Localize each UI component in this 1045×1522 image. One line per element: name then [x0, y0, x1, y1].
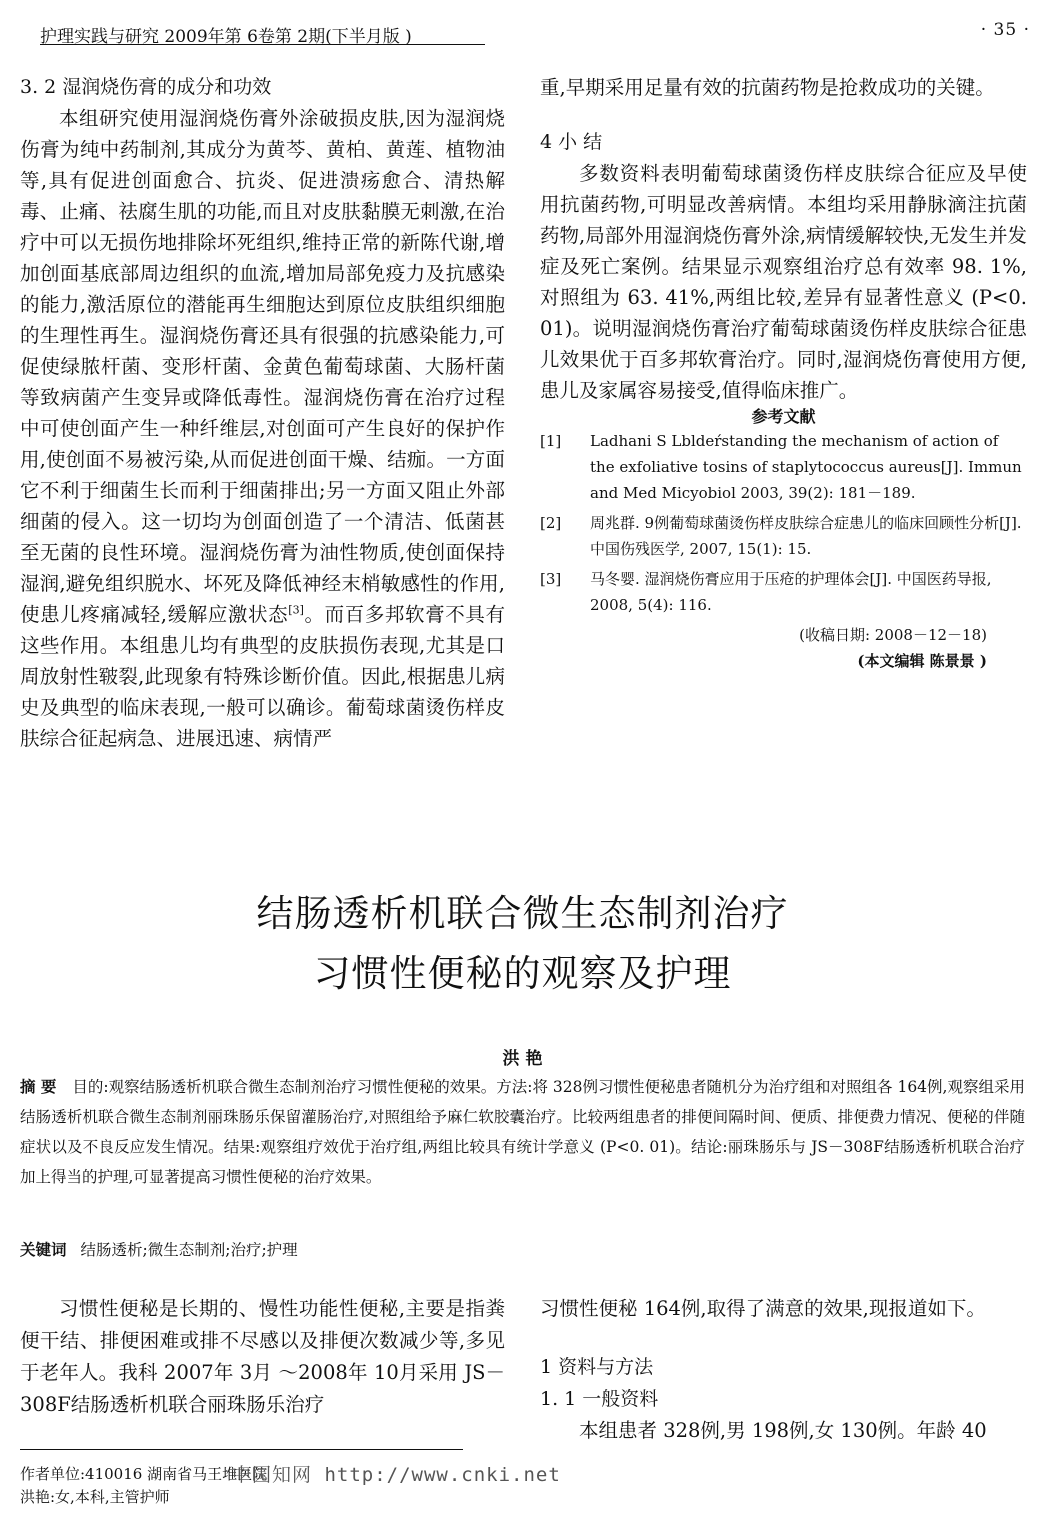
received-date: (收稿日期: 2008－12－18): [799, 626, 987, 644]
methods-paragraph: 本组患者 328例,男 198例,女 130例。年龄 40: [579, 1419, 987, 1442]
body-paragraph: [20, 103, 505, 754]
watermark: 中国知网 http://www.cnki.net: [232, 1464, 561, 1486]
top-right-column: [540, 72, 1027, 674]
keywords-label: 关键词: [20, 1240, 67, 1259]
author-name: 洪 艳: [502, 1049, 543, 1069]
continued-text: 习惯性便秘 164例,取得了满意的效果,现报道如下。: [540, 1297, 986, 1320]
top-left-column: [20, 72, 505, 754]
reference-number: [3]: [540, 570, 562, 588]
continued-text: 重,早期采用足量有效的抗菌药物是抢救成功的关键。: [540, 76, 995, 99]
summary-paragraph: 多数资料表明葡萄球菌烫伤样皮肤综合征应及早使用抗菌药物,可明显改善病情。本组均采用静脉滴注抗菌药物,局部外用湿润烧伤膏外涂,病情缓解较快,无发生并发症及死亡案例。结果显示观察组治疗总有效率 98. 1%,对照组为 63. 41%,两组比较,差异有显著性意义 (P<0. 01)。说明湿润烧伤膏治疗葡萄球菌烫伤样皮肤综合征患儿效果优于百多邦软膏治疗。同时,湿润烧伤膏使用方便,患儿及家属容易接受,值得临床推广。: [540, 162, 1027, 402]
running-header: [20, 22, 1030, 48]
bottom-left-column: [20, 1293, 505, 1421]
section-heading-3-2: 3. 2 湿润烧伤膏的成分和功效: [20, 76, 272, 98]
footnote-author-info: 洪艳:女,本科,主管护师: [20, 1488, 170, 1506]
abstract: [20, 1072, 1025, 1192]
section-heading-1-1: 1. 1 一般资料: [540, 1388, 659, 1410]
reference-text: 马冬婴. 湿润烧伤膏应用于压疮的护理体会[J]. 中国医药导报, 2008, 5(4): 116.: [590, 570, 992, 614]
references-title: 参考文献: [751, 407, 816, 426]
paragraph-text-tail: 。而百多邦软膏不具有这些作用。本组患儿均有典型的皮肤损伤表现,尤其是口周放射性皲裂,此现象有特殊诊断价值。因此,根据患儿病史及典型的临床表现,一般可以确诊。葡萄球菌烫伤样皮肤综合征起病急、进展迅速、病情严: [20, 603, 505, 750]
citation: [3]: [288, 603, 304, 617]
page-number: · 35 ·: [980, 20, 1030, 40]
reference-item: [540, 510, 1027, 562]
reference-item: [540, 566, 1027, 618]
paragraph-text: 本组研究使用湿润烧伤膏外涂破损皮肤,因为湿润烧伤膏为纯中药制剂,其成分为黄芩、黄柏、黄莲、植物油等,具有促进创面愈合、抗炎、促进溃疡愈合、清热解毒、止痛、祛腐生肌的功能,而且对皮肤黏膜无刺激,在治疗中可以无损伤地排除坏死组织,维持正常的新陈代谢,增加创面基底部周边组织的血流,增加局部免疫力及抗感染的能力,激活原位的潜能再生细胞达到原位皮肤组织细胞的生理性再生。湿润烧伤膏还具有很强的抗感染能力,可促使绿脓杆菌、变形杆菌、金黄色葡萄球菌、大肠杆菌等致病菌产生变异或降低毒性。湿润烧伤膏在治疗过程中可使创面产生一种纤维层,对创面可产生良好的保护作用,使创面不易被污染,从而促进创面干燥、结痂。一方面它不利于细菌生长而利于细菌排出;另一方面又阻止外部细菌的侵入。这一切均为创面创造了一个清洁、低菌甚至无菌的良性环境。湿润烧伤膏为油性物质,使创面保持湿润,避免组织脱水、坏死及降低神经末梢敏感性的作用,使患儿疼痛减轻,缓解应激状态: [20, 107, 505, 626]
bottom-right-column: [540, 1293, 1027, 1447]
reference-text: Ladhani S Lbldeŕstanding the mechanism of action of the exfoliative tosins of staplytococcus aureus[J]. Immun and Med Micyobiol 2003, 39(2): 181－189.: [590, 432, 1022, 502]
keywords: [20, 1238, 1025, 1262]
editor-line: (本文编辑 陈景景 ): [857, 652, 987, 670]
reference-item: [540, 428, 1027, 506]
reference-number: [2]: [540, 514, 562, 532]
reference-number: [1]: [540, 432, 562, 450]
abstract-text: 目的:观察结肠透析机联合微生态制剂治疗习惯性便秘的效果。方法:将 328例习惯性便秘患者随机分为治疗组和对照组各 164例,观察组采用结肠透析机联合微生态制剂丽珠肠乐保留灌肠治疗,对照组给予麻仁软胶囊治疗。比较两组患者的排便间隔时间、便质、排便费力情况、便秘的伴随症状以及不良反应发生情况。结果:观察组疗效优于治疗组,两组比较具有统计学意义 (P<0. 01)。结论:丽珠肠乐与 JS－308F结肠透析机联合治疗加上得当的护理,可显著提高习惯性便秘的治疗效果。: [20, 1078, 1025, 1186]
footnote-affiliation: 作者单位:410016 湖南省马王堆医院: [20, 1465, 268, 1483]
keywords-text: 结肠透析;微生态制剂;治疗;护理: [80, 1241, 298, 1259]
article-title-line-2: 习惯性便秘的观察及护理: [313, 952, 732, 995]
header-rule: [40, 44, 485, 45]
article-title-line-1: 结肠透析机联合微生态制剂治疗: [256, 892, 789, 935]
journal-header: 护理实践与研究 2009年第 6卷第 2期(下半月版 ): [40, 27, 412, 47]
abstract-label: 摘 要: [20, 1077, 57, 1096]
intro-paragraph: 习惯性便秘是长期的、慢性功能性便秘,主要是指粪便干结、排便困难或排不尽感以及排便次数减少等,多见于老年人。我科 2007年 3月 ～2008年 10月采用 JS－308F结肠透析机联合丽珠肠乐治疗: [20, 1297, 505, 1416]
footnote-rule: [20, 1449, 463, 1450]
reference-text: 周兆群. 9例葡萄球菌烫伤样皮肤综合症患儿的临床回顾性分析[J]. 中国伤残医学, 2007, 15(1): 15.: [590, 514, 1022, 558]
section-heading-1: 1 资料与方法: [540, 1356, 654, 1378]
section-heading-4: 4 小 结: [540, 131, 603, 153]
